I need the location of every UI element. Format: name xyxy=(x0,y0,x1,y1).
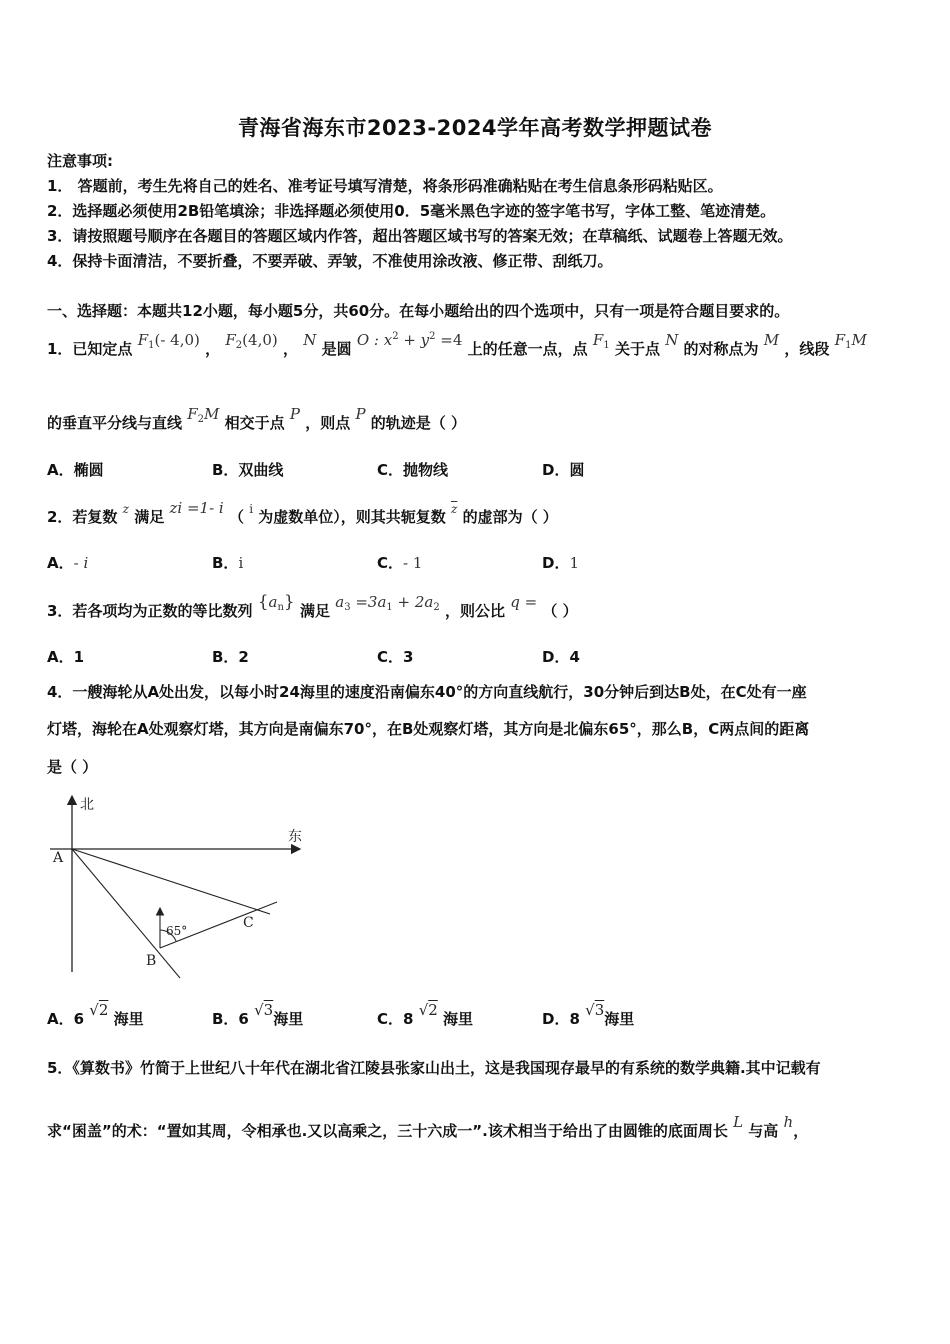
question-5-line-2: 求“囷盖”的术：“置如其周，令相承也.又以高乘之，三十六成一”.该术相当于给出了由圆锥的底面周长 L 与高 h， xyxy=(47,1113,809,1140)
option-c[interactable]: C．3 xyxy=(377,648,414,666)
option-d[interactable]: D．圆 xyxy=(542,461,585,479)
point-f2: $F_2(4,0)$ xyxy=(225,331,278,351)
question-5-line-1: 5．《算数书》竹简于上世纪八十年代在湖北省江陵县张家山出土，这是我国现存最早的有系统的数学典籍.其中记载有 xyxy=(47,1059,821,1077)
sightline-ac xyxy=(72,849,270,914)
notice-item: 3．请按照题号顺序在各题目的答题区域内作答，超出答题区域书写的答案无效；在草稿纸、试题卷上答题无效。 xyxy=(47,227,793,245)
point-a-label: A xyxy=(53,850,64,866)
section-heading: 一、选择题：本题共12小题，每小题5分，共60分。在每小题给出的四个选项中，只有一项是符合题目要求的。 xyxy=(47,302,790,320)
option-d[interactable]: D．1 xyxy=(542,554,579,572)
option-d[interactable]: D．4 xyxy=(542,648,580,666)
notice-item: 4．保持卡面清洁，不要折叠，不要弄破、弄皱，不准使用涂改液、修正带、刮纸刀。 xyxy=(47,252,613,270)
option-b[interactable]: B．i xyxy=(212,554,244,572)
point-b-label: B xyxy=(146,953,157,969)
page-title: 青海省海东市2023-2024学年高考数学押题试卷 xyxy=(237,116,713,140)
option-a[interactable]: A．6 √2 海里 xyxy=(47,1001,144,1028)
option-a[interactable]: A．- i xyxy=(47,554,89,572)
route-ab xyxy=(72,849,180,978)
option-b[interactable]: B．2 xyxy=(212,648,249,666)
complex-equation: zi =1- i xyxy=(169,499,224,517)
sequence-equation: $a_3 =3a_1 + 2a_2$ xyxy=(335,593,440,613)
option-d[interactable]: D．8 √3海里 xyxy=(542,1001,635,1028)
sequence-an: $\{a_n\}$ xyxy=(257,592,295,613)
notice-item: 2．选择题必须使用2B铅笔填涂；非选择题必须使用0．5毫米黑色字迹的签字笔书写，字体工整、笔迹清楚。 xyxy=(47,202,776,220)
question-2-stem: 2．若复数 $^z$ 满足 zi =1- i （ $^i$ 为虚数单位），则其共轭复数 $^{\overline{z}}$ 的虚部为（ ） xyxy=(47,499,558,526)
segment-f2m: $F_2M$ xyxy=(187,405,220,425)
point-f1: $F_1(-$ 4,0) xyxy=(137,331,200,351)
circle-equation: O : $x^2 + y^2 =4$ xyxy=(356,331,463,349)
point-n: N xyxy=(303,331,317,349)
option-a[interactable]: A．椭圆 xyxy=(47,461,104,479)
question-1-line-1: 1．已知定点 $F_1(-$ 4,0) ， $F_2(4,0)$ ， N 是圆 O : $x^2 + y^2 =4$ 上的任意一点，点 $F_1$ 关于点 N 的对称点为 M ，线段 $F_1M$ xyxy=(47,331,867,358)
option-c[interactable]: C．8 √2 海里 xyxy=(377,1001,474,1028)
notice-heading: 注意事项: xyxy=(47,152,113,170)
option-c[interactable]: C．抛物线 xyxy=(377,461,449,479)
question-4-line-2: 灯塔，海轮在A处观察灯塔，其方向是南偏东70°，在B处观察灯塔，其方向是北偏东65°，那么B，C两点间的距离 xyxy=(47,720,810,738)
option-c[interactable]: C．- 1 xyxy=(377,554,423,572)
east-label: 东 xyxy=(288,829,302,845)
question-4-line-3: 是（ ） xyxy=(47,758,98,776)
point-c-label: C xyxy=(243,915,254,931)
question-3-stem: 3．若各项均为正数的等比数列 $\{a_n\}$ 满足 $a_3 =3a_1 + 2a_2$ ，则公比 q = （ ） xyxy=(47,592,578,620)
north-label: 北 xyxy=(80,797,94,813)
segment-f1m: $F_1M$ xyxy=(834,331,867,351)
conjugate-z: z xyxy=(451,502,458,516)
question-1-line-2: 的垂直平分线与直线 $F_2M$ 相交于点 P ，则点 P 的轨迹是（ ） xyxy=(47,405,467,432)
navigation-diagram xyxy=(45,790,315,980)
option-b[interactable]: B．双曲线 xyxy=(212,461,284,479)
notice-item: 1． 答题前，考生先将自己的姓名、准考证号填写清楚，将条形码准确粘贴在考生信息条形码粘贴区。 xyxy=(47,177,723,195)
angle-label: 65° xyxy=(166,924,188,938)
option-b[interactable]: B．6 √3海里 xyxy=(212,1001,304,1028)
question-4-line-1: 4．一艘海轮从A处出发，以每小时24海里的速度沿南偏东40°的方向直线航行，30分钟后到达B处，在C处有一座 xyxy=(47,683,807,701)
option-a[interactable]: A．1 xyxy=(47,648,85,666)
